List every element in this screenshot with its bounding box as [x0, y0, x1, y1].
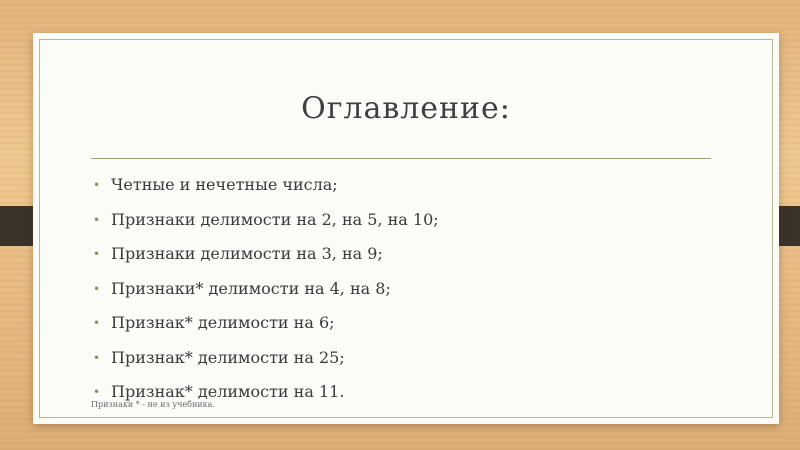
slide-title: Оглавление:	[301, 91, 511, 126]
bullet-list	[93, 170, 439, 412]
footnote: Признаки * - не из учебника.	[91, 400, 215, 409]
list-item	[93, 274, 439, 309]
bullet-icon: •	[93, 178, 101, 192]
list-item-text: Признак* делимости на 11.	[111, 382, 345, 401]
list-item	[93, 308, 439, 343]
list-item	[93, 343, 439, 378]
list-item-text: Признаки делимости на 3, на 9;	[111, 244, 383, 263]
bullet-icon: •	[93, 316, 101, 330]
bullet-icon: •	[93, 212, 101, 227]
list-item-text: Признаки делимости на 2, на 5, на 10;	[111, 209, 439, 229]
list-item	[93, 170, 439, 205]
bullet-icon: •	[93, 385, 101, 399]
list-item-text: Четные и нечетные числа;	[111, 175, 338, 194]
slide	[33, 33, 779, 424]
bullet-icon: •	[93, 281, 101, 296]
title-divider	[91, 158, 711, 159]
bullet-icon: •	[93, 247, 101, 261]
list-item-text: Признак* делимости на 6;	[111, 313, 335, 332]
list-item	[93, 239, 439, 274]
list-item-text: Признаки* делимости на 4, на 8;	[111, 278, 391, 298]
list-item-text: Признак* делимости на 25;	[111, 347, 345, 367]
list-item	[93, 205, 439, 240]
bullet-icon: •	[93, 350, 101, 365]
